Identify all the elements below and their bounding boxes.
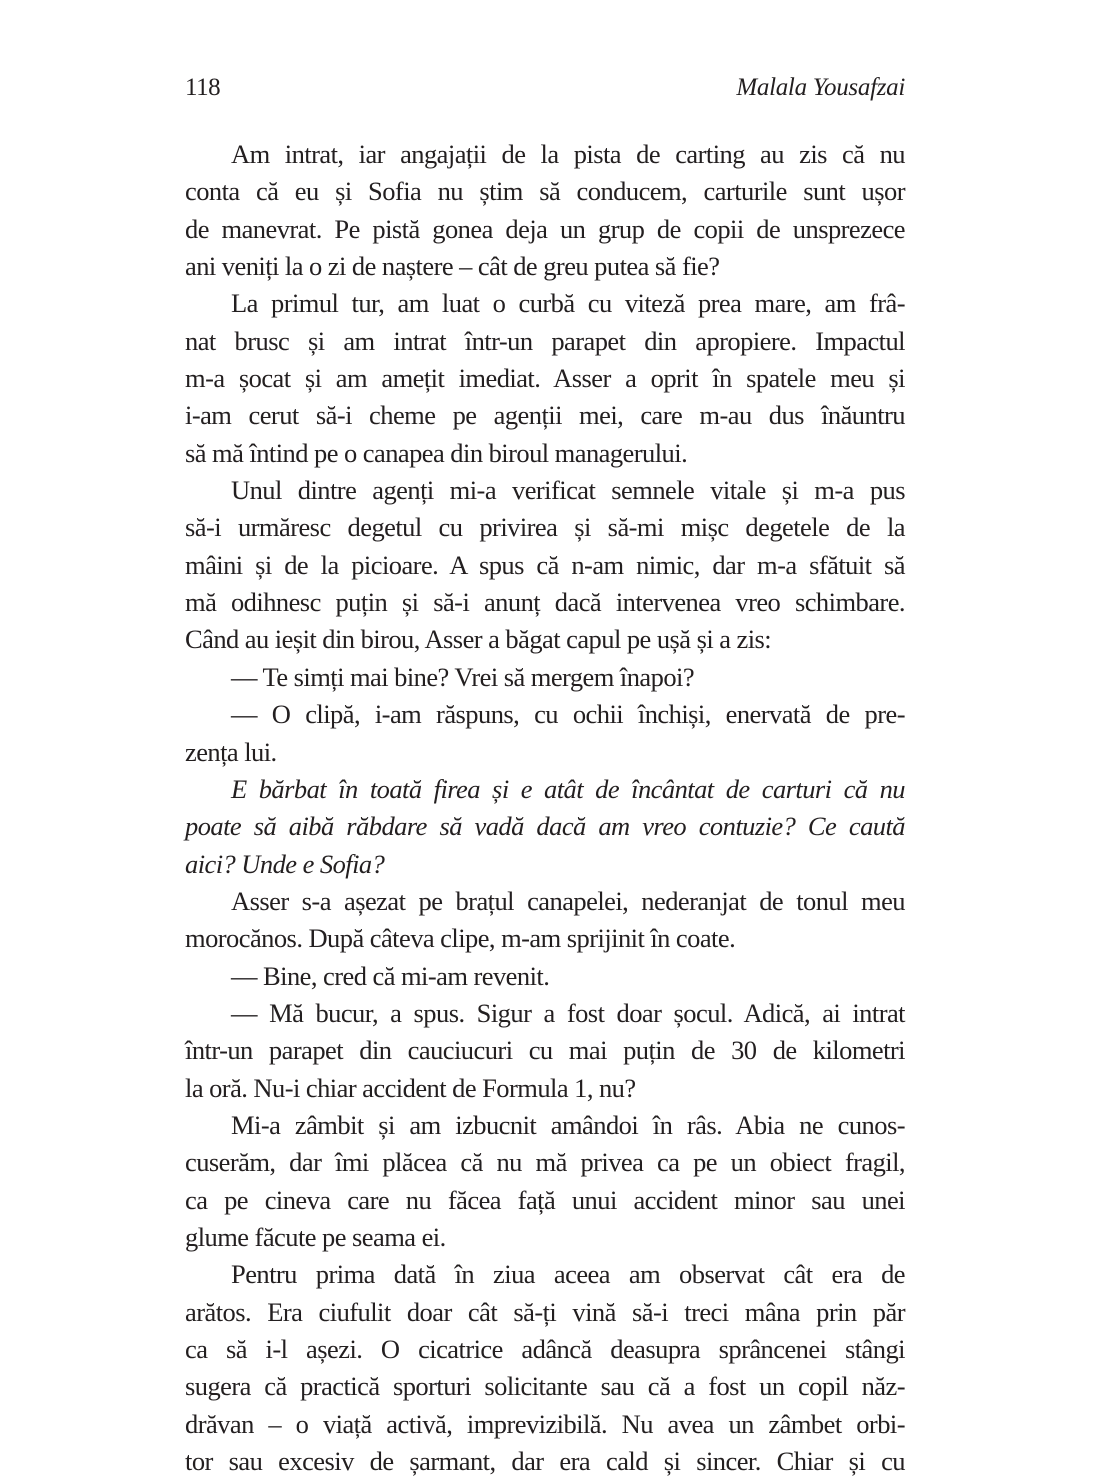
text-line: să-i urmăresc degetul cu privirea și să-mi mișc degetele de la — [185, 512, 905, 543]
paragraph — [185, 1107, 905, 1256]
text-line: conta că eu și Sofia nu știm să conducem, carturile sunt ușor — [185, 176, 905, 207]
text-line: — Mă bucur, a spus. Sigur a fost doar șocul. Adică, ai intrat — [231, 997, 905, 1028]
text-line: Când au ieșit din birou, Asser a băgat capul pe ușă și a zis: — [185, 624, 772, 655]
text-line: E bărbat în toată firea și e atât de încântat de carturi că nu — [231, 773, 905, 804]
text-line: poate să aibă răbdare să vadă dacă am vreo contuzie? Ce caută — [185, 811, 905, 842]
text-line: ca să i-l așezi. O cicatrice adâncă deasupra sprâncenei stângi — [185, 1334, 905, 1364]
paragraph — [185, 696, 905, 771]
text-line: ca pe cineva care nu făcea față unui accident minor sau unei — [185, 1184, 905, 1215]
text-line: să mă întind pe o canapea din biroul managerului. — [185, 437, 688, 468]
page-header — [185, 74, 905, 110]
text-line: ani veniți la o zi de naștere – cât de greu putea să fie? — [185, 251, 720, 282]
text-line: Asser s-a așezat pe brațul canapelei, nederanjat de tonul meu — [231, 885, 905, 916]
text-line: — Te simți mai bine? Vrei să mergem înapoi? — [231, 661, 695, 692]
paragraph — [185, 883, 905, 958]
text-line: Pentru prima dată în ziua aceea am observat cât era de — [231, 1259, 905, 1290]
text-line: Mi-a zâmbit și am izbucnit amândoi în râs. Abia ne cunos- — [231, 1109, 905, 1140]
text-line: într-un parapet din cauciucuri cu mai puțin de 30 de kilometri — [185, 1035, 905, 1066]
text-line: mă odihnesc puțin și să-i anunț dacă intervenea vreo schimbare. — [185, 587, 905, 618]
text-line: glume făcute pe seama ei. — [185, 1221, 446, 1252]
text-line: i-am cerut să-i cheme pe agenții mei, care m-au dus înăuntru — [185, 400, 905, 431]
paragraph — [185, 958, 905, 995]
page-number: 118 — [185, 74, 221, 101]
text-line: m-a șocat și am amețit imediat. Asser a oprit în spatele meu și — [185, 363, 905, 394]
paragraph — [185, 136, 905, 285]
italic-paragraph — [185, 771, 905, 883]
text-line: sugera că practică sporturi solicitante sau că a fost un copil năz- — [185, 1371, 905, 1402]
text-line: drăvan – o viață activă, imprevizibilă. Nu avea un zâmbet orbi- — [185, 1408, 905, 1439]
text-line: cuserăm, dar îmi plăcea că nu mă privea ca pe un obiect fragil, — [185, 1147, 905, 1178]
text-line: la oră. Nu-i chiar accident de Formula 1, nu? — [185, 1072, 636, 1103]
text-line: tor sau excesiv de șarmant, dar era cald și sincer. Chiar și cu — [185, 1446, 905, 1477]
paragraph — [185, 472, 905, 659]
text-line: morocănos. După câteva clipe, m-am sprijinit în coate. — [185, 923, 736, 954]
text-line: de manevrat. Pe pistă gonea deja un grup de copii de unsprezece — [185, 213, 905, 244]
paragraph — [185, 285, 905, 472]
text-line: Am intrat, iar angajații de la pista de carting au zis că nu — [231, 139, 905, 169]
text-line: nat brusc și am intrat într-un parapet din apropiere. Impactul — [185, 325, 905, 356]
text-line: aici? Unde e Sofia? — [185, 848, 385, 879]
text-line: — Bine, cred că mi-am revenit. — [231, 960, 550, 991]
text-line: mâini și de la picioare. A spus că n-am nimic, dar m-a sfătuit să — [185, 549, 905, 580]
text-line: Unul dintre agenți mi-a verificat semnele vitale și m-a pus — [231, 475, 905, 506]
paragraph — [185, 995, 905, 1107]
text-line: arătos. Era ciufulit doar cât să-ți vină să-i treci mâna prin păr — [185, 1296, 905, 1327]
running-head-author: Malala Yousafzai — [736, 74, 905, 101]
text-line: La primul tur, am luat o curbă cu viteză prea mare, am frâ- — [231, 288, 905, 319]
paragraph — [185, 659, 905, 696]
body-text — [185, 136, 905, 1480]
text-line: zența lui. — [185, 736, 277, 767]
text-line: — O clipă, i-am răspuns, cu ochii închiși, enervată de pre- — [231, 699, 905, 730]
paragraph — [185, 1256, 905, 1480]
